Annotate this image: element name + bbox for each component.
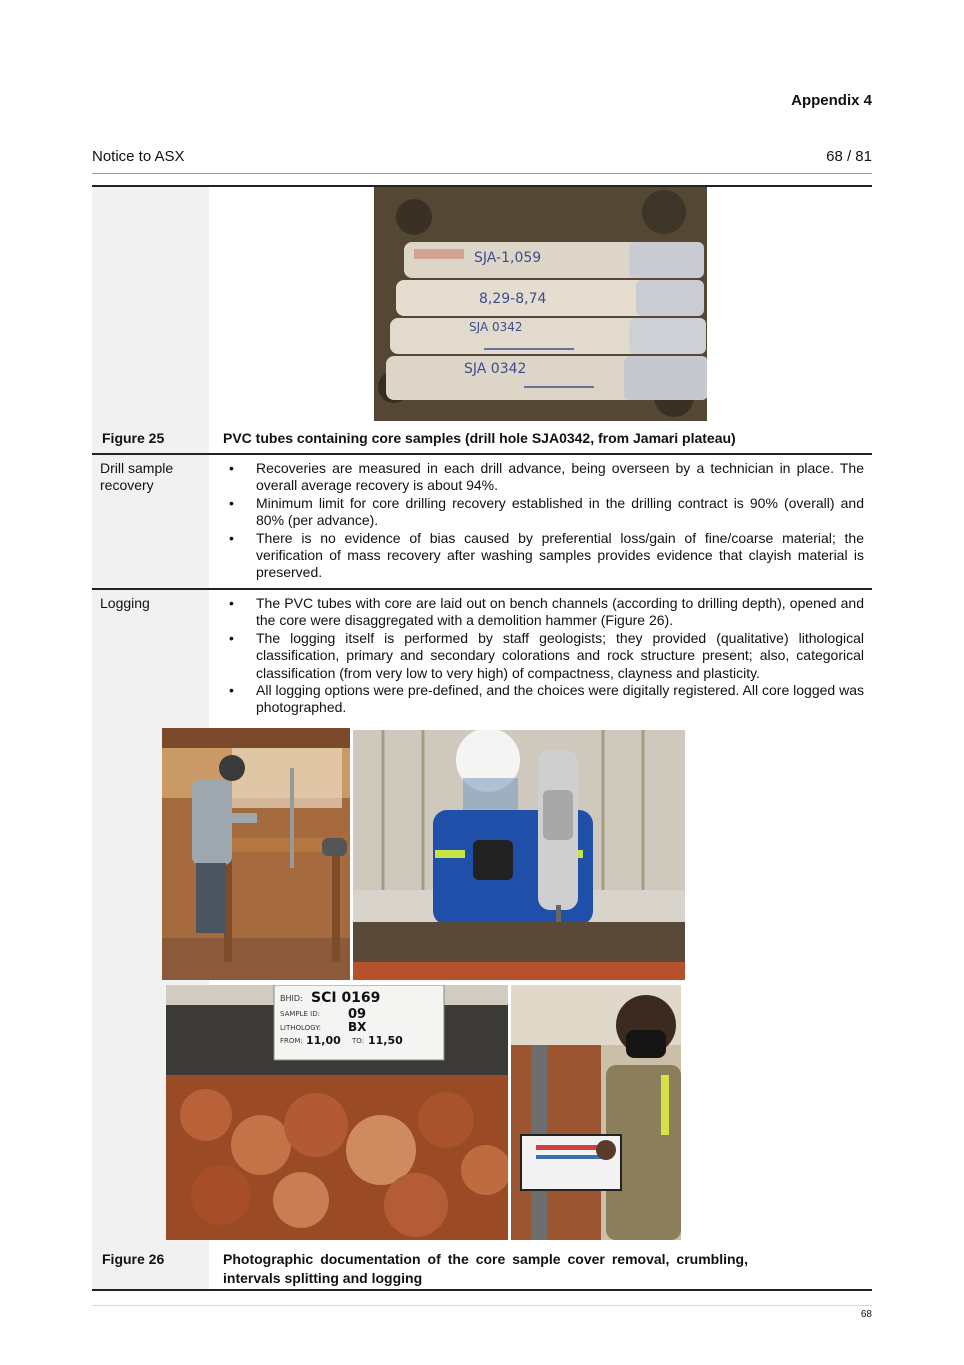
tag-lithology-value: BX (348, 1020, 367, 1034)
notice-label: Notice to ASX (92, 148, 185, 165)
tube-label-4: SJA 0342 (464, 361, 527, 377)
recovery-bullets (219, 460, 864, 582)
tag-bhid-value: SCI 0169 (311, 990, 381, 1006)
logging-bullet: • The PVC tubes with core are laid out on bench channels (according to drilling depth), opened and the core were disaggregated with a demolition hammer (Figure 26). (219, 595, 864, 630)
logging-label: Logging (92, 590, 209, 1289)
tube-label-3: SJA 0342 (469, 320, 523, 334)
figure25-caption-text: PVC tubes containing core samples (drill hole SJA0342, from Jamari plateau) (223, 430, 736, 446)
tag-from-value: 11,00 (306, 1034, 341, 1047)
logging-bullet: • The logging itself is performed by staff geologists; they provided (qualitative) lithological classification, primary and secondary colorations and rock structure present; also, categorical classification (from very low to very high) of compactness, clayness and plasticity. (219, 630, 864, 682)
tube-label-1: SJA-1,059 (474, 250, 542, 266)
tag-to-label: TO: (352, 1037, 365, 1045)
logging-content (102, 590, 872, 1289)
logging-bullet: • All logging options were pre-defined, and the choices were digitally registered. All core logged was photographed. (219, 682, 864, 717)
figure25-row (92, 187, 872, 455)
worker-bench-photo (162, 728, 350, 980)
figure25-row-label-cell (92, 187, 209, 453)
tag-lithology-label: LITHOLOGY: (280, 1024, 321, 1032)
pvc-tubes-photo (374, 187, 707, 421)
sample-tag-photo (166, 985, 508, 1240)
appendix-title: Appendix 4 (791, 92, 872, 109)
tag-from-label: FROM: (280, 1037, 303, 1045)
figure26-caption-text: Photographic documentation of the core sample cover removal, crumbling, intervals splitting and logging (223, 1251, 748, 1286)
geologist-tablet-photo (511, 985, 681, 1240)
logging-row (92, 590, 872, 1291)
page-counter: 68 / 81 (826, 148, 872, 165)
tag-sample-value: 09 (348, 1007, 367, 1022)
footer-page-number: 68 (860, 1309, 872, 1320)
recovery-bullet: • There is no evidence of bias caused by preferential loss/gain of fine/coarse material; the verification of mass recovery after washing samples provides evidence that clayish material is preserved. (219, 530, 864, 582)
header-rule (92, 173, 872, 174)
recovery-bullet: • Minimum limit for core drilling recovery established in the drilling contract is 90% (overall) and 80% (per advance). (219, 495, 864, 530)
tube-label-2: 8,29-8,74 (479, 291, 547, 307)
logging-bullets (219, 595, 864, 717)
figure26-number: Figure 26 (102, 1251, 165, 1267)
figure25-row-content (102, 187, 872, 453)
recovery-bullet: • Recoveries are measured in each drill advance, being overseen by a technician in place. The overall average recovery is about 94%. (219, 460, 864, 495)
recovery-label: Drill sample recovery (92, 455, 209, 588)
demolition-hammer-photo (353, 730, 685, 980)
recovery-content (209, 455, 872, 588)
tag-sample-label: SAMPLE ID: (280, 1010, 320, 1018)
figure25-number: Figure 25 (102, 430, 165, 446)
tag-to-value: 11,50 (368, 1034, 403, 1047)
recovery-row (92, 455, 872, 590)
footer-rule (92, 1305, 872, 1306)
content-table (92, 185, 872, 1291)
tag-bhid-label: BHID: (280, 994, 303, 1003)
